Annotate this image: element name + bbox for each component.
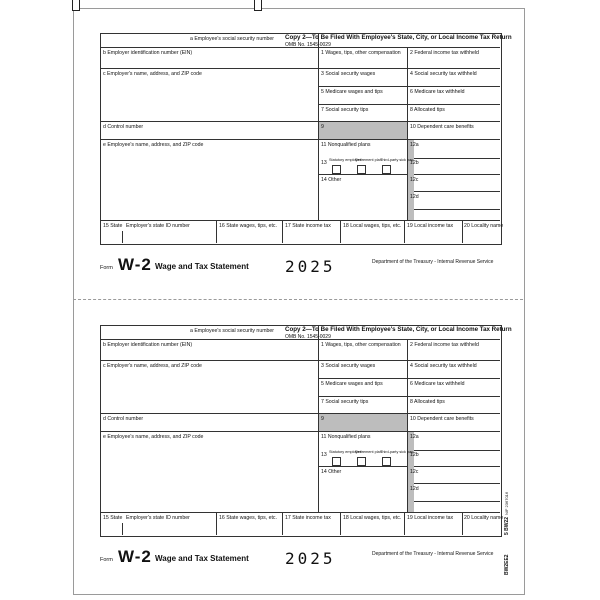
side-product-code: BW2EE2 (504, 554, 510, 575)
side-code-2: 5 BW22 (504, 516, 510, 535)
footer-title: Wage and Tax Statement (155, 262, 249, 271)
box-2-label: 2 Federal income tax withheld (410, 50, 479, 56)
box-c-label: c Employer's name, address, and ZIP code (103, 71, 202, 77)
box-13-sickpay-label: Third-party sick pay (380, 158, 414, 162)
box-15-id-label: Employer's state ID number (126, 515, 190, 521)
box-17-label: 17 State income tax (285, 223, 331, 229)
box-12b-label: 12b (410, 452, 419, 458)
retirement-plan-checkbox[interactable] (357, 457, 366, 466)
box-18-label: 18 Local wages, tips, etc. (343, 515, 402, 521)
statutory-employee-checkbox[interactable] (332, 165, 341, 174)
box-13-label: 13 (321, 160, 327, 166)
third-party-sick-pay-checkbox[interactable] (382, 165, 391, 174)
box-11-label: 11 Nonqualified plans (321, 142, 371, 148)
box-8-label: 8 Allocated tips (410, 107, 445, 113)
box-15-label: 15 State (103, 223, 123, 229)
box-17-label: 17 State income tax (285, 515, 331, 521)
box-20-label: 20 Locality name (464, 223, 504, 229)
box-b-label: b Employer identification number (EIN) (103, 342, 193, 348)
registration-mark-right (254, 0, 262, 11)
box-11-label: 11 Nonqualified plans (321, 434, 371, 440)
box-2-label: 2 Federal income tax withheld (410, 342, 479, 348)
footer-w2: W-2 (118, 547, 152, 566)
box-6-label: 6 Medicare tax withheld (410, 89, 465, 95)
copy-title: Copy 2—To Be Filed With Employee's State, City, or Local Income Tax Return (285, 34, 512, 41)
box-16-label: 16 State wages, tips, etc. (219, 515, 277, 521)
box-14-label: 14 Other (321, 469, 342, 475)
box-8-label: 8 Allocated tips (410, 399, 445, 405)
box-20-label: 20 Locality name (464, 515, 504, 521)
box-c-label: c Employer's name, address, and ZIP code (103, 363, 202, 369)
box-9-shade (319, 122, 407, 139)
box-1-label: 1 Wages, tips, other compensation (321, 50, 401, 56)
box-13-sickpay-label: Third-party sick pay (380, 450, 414, 454)
box-16-label: 16 State wages, tips, etc. (219, 223, 277, 229)
box-7-label: 7 Social security tips (321, 107, 369, 113)
box-4-label: 4 Social security tax withheld (410, 71, 477, 77)
footer-dept: Department of the Treasury - Internal Revenue Service (372, 551, 494, 557)
box-d-label: d Control number (103, 416, 144, 422)
box-5-label: 5 Medicare wages and tips (321, 89, 383, 95)
box-12c-label: 12c (410, 177, 419, 183)
box-d-label: d Control number (103, 124, 144, 130)
box-13-statutory-label: Statutory employee (329, 450, 362, 454)
box-9-label: 9 (321, 416, 324, 422)
box-1-label: 1 Wages, tips, other compensation (321, 342, 401, 348)
box-12a-label: 12a (410, 142, 419, 148)
footer-form-label: Form (100, 557, 113, 563)
box-13-label: 13 (321, 452, 327, 458)
box-18-label: 18 Local wages, tips, etc. (343, 223, 402, 229)
retirement-plan-checkbox[interactable] (357, 165, 366, 174)
box-7-label: 7 Social security tips (321, 399, 369, 405)
box-15-id-label: Employer's state ID number (126, 223, 190, 229)
footer-year: 2025 (285, 257, 336, 276)
omb-number: OMB No. 1545-0029 (285, 334, 331, 340)
footer-w2: W-2 (118, 255, 152, 274)
box-e-label: e Employee's name, address, and ZIP code (103, 142, 204, 148)
box-3-label: 3 Social security wages (321, 363, 376, 369)
box-14-label: 14 Other (321, 177, 342, 183)
omb-number: OMB No. 1545-0029 (285, 42, 331, 48)
box-19-label: 19 Local income tax (407, 223, 454, 229)
footer-form-label: Form (100, 265, 113, 271)
box-12d-label: 12d (410, 486, 419, 492)
box-19-label: 19 Local income tax (407, 515, 454, 521)
box-10-label: 10 Dependent care benefits (410, 416, 474, 422)
box-15-label: 15 State (103, 515, 123, 521)
ssn-label: a Employee's social security number (190, 36, 275, 42)
box-9-label: 9 (321, 124, 324, 130)
footer-year: 2025 (285, 549, 336, 568)
box-5-label: 5 Medicare wages and tips (321, 381, 383, 387)
box-12b-label: 12b (410, 160, 419, 166)
box-13-retirement-label: Retirement plan (355, 450, 382, 454)
ssn-label: a Employee's social security number (190, 328, 275, 334)
box-6-label: 6 Medicare tax withheld (410, 381, 465, 387)
box-3-label: 3 Social security wages (321, 71, 376, 77)
box-e-label: e Employee's name, address, and ZIP code (103, 434, 204, 440)
box-12a-label: 12a (410, 434, 419, 440)
third-party-sick-pay-checkbox[interactable] (382, 457, 391, 466)
statutory-employee-checkbox[interactable] (332, 457, 341, 466)
copy-title: Copy 2—To Be Filed With Employee's State, City, or Local Income Tax Return (285, 326, 512, 333)
footer-title: Wage and Tax Statement (155, 554, 249, 563)
box-13-retirement-label: Retirement plan (355, 158, 382, 162)
box-4-label: 4 Social security tax withheld (410, 363, 477, 369)
box-12c-label: 12c (410, 469, 419, 475)
box-12d-label: 12d (410, 194, 419, 200)
perforation-line (73, 299, 523, 300)
box-9-shade (319, 414, 407, 431)
box-10-label: 10 Dependent care benefits (410, 124, 474, 130)
registration-mark-left (72, 0, 80, 11)
side-code-3: N/F 2367016 (504, 491, 509, 515)
footer-dept: Department of the Treasury - Internal Revenue Service (372, 259, 494, 265)
box-b-label: b Employer identification number (EIN) (103, 50, 193, 56)
box-13-statutory-label: Statutory employee (329, 158, 362, 162)
